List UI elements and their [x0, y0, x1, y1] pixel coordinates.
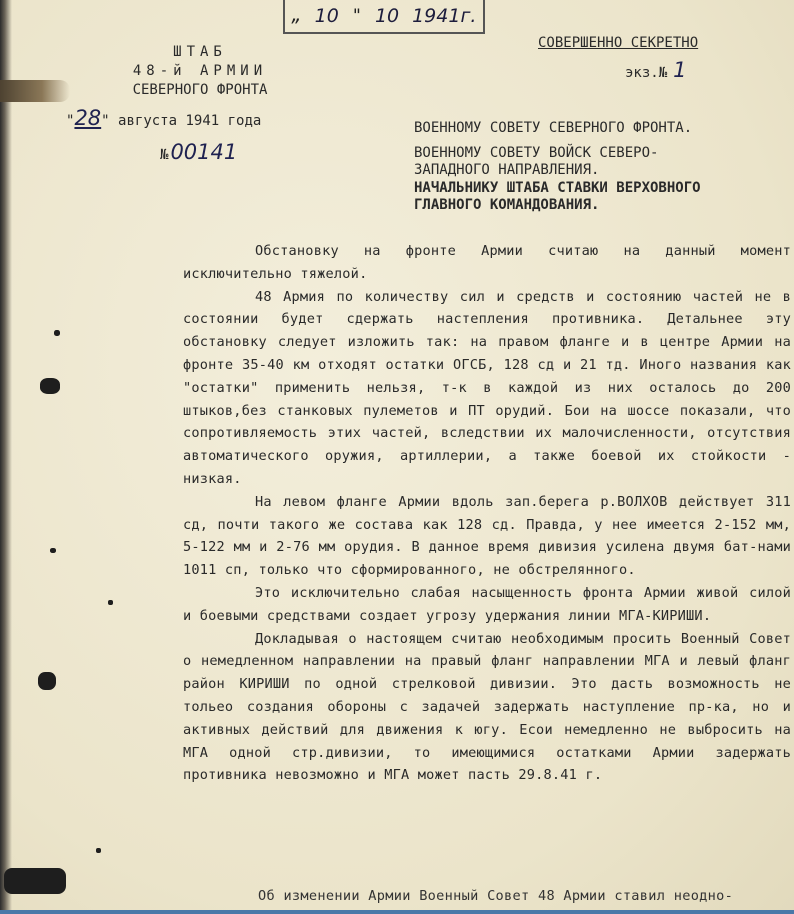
copy-number	[625, 58, 687, 82]
document-date: "28" августа 1941 года	[66, 106, 262, 130]
paragraph-5: Докладывая о настоящем считаю необходимым просить Военный Совет о немедленном направлении на правый фланг направлении МГА и левый фланг район КИРИШИ по одной стрелковой дивизии. Это дасть возможность не тольео создания обороны с задачей задержать наступление пр-ка, но и активных действий для движения к югу. Есои немедленно не выбросить на МГА одной стр.дивизии, то имеющимися остатками Армии задержать противника невозможно и МГА может пасть 29.8.41 г.	[183, 630, 791, 784]
addressee-2: ВОЕННОМУ СОВЕТУ ВОЙСК СЕВЕРО- ЗАПАДНОГО НАПРАВЛЕНИЯ.	[414, 145, 659, 178]
ink-speck	[50, 548, 56, 553]
paragraph-4: Это исключительно слабая насыщенность фронта Армии живой силой и боевыми средствами создает угрозу удержания линии МГА-КИРИШИ.	[183, 584, 791, 624]
viewer-bottom-bar	[0, 910, 794, 914]
addressee-3: НАЧАЛЬНИКУ ШТАБА СТАВКИ ВЕРХОВНОГО ГЛАВНОГО КОМАНДОВАНИЯ.	[414, 180, 701, 213]
page-edge-shadow	[0, 0, 12, 914]
ink-speck	[108, 600, 113, 605]
ink-speck	[54, 330, 60, 336]
punch-hole	[4, 868, 66, 894]
addressee-1: ВОЕННОМУ СОВЕТУ СЕВЕРНОГО ФРОНТА.	[414, 120, 693, 136]
paragraph-3: На левом фланге Армии вдоль зап.берега р.ВОЛХОВ действует 311 сд, почти такого же состава как 128 сд. Правда, у нее имеется 2-152 мм, 5-122 мм и 2-76 мм орудия. В данное время дивизия усилена двумя бат-нами 1011 сп, только что сформированного, не обстрелянного.	[183, 493, 791, 579]
stamp-month: 10	[374, 5, 400, 27]
document-number-value: 00141	[170, 140, 238, 164]
document-number-label: №	[160, 147, 169, 163]
ink-speck	[96, 848, 101, 853]
paragraph-2: 48 Армия по количеству сил и средств и состоянию частей не в состоянии будет сдержать настепления противника. Детальнее эту обстановку следует изложить так: на правом фланге и в центре Армии на фронте 35-40 км отходят остатки ОГСБ, 128 сд и 21 тд. Иного названия как "остатки" применить нельзя, т-к в каждой из них осталось до 200 штыков,без станковых пулеметов и ПТ орудий. Бои на шоссе показали, что сопротивляемость этих частей, вследствии их малочисленности, отсутствия автоматического оружия, артиллерии, а также боевой их стойкости - низкая.	[183, 288, 791, 487]
copy-number-value: 1	[673, 58, 687, 82]
copy-label: экз.№	[625, 65, 668, 81]
punch-hole	[40, 378, 60, 394]
stamp-day: 10	[314, 5, 339, 27]
paragraph-6-partial: Об изменении Армии Военный Совет 48 Армии ставил неодно-	[258, 888, 734, 904]
punch-hole	[38, 672, 56, 690]
binding-mark	[0, 80, 70, 102]
document-number	[160, 140, 237, 164]
hq-line-3: СЕВЕРНОГО ФРОНТА	[132, 82, 268, 98]
classification-label: СОВЕРШЕННО СЕКРЕТНО	[538, 35, 699, 51]
document-date-rest: августа 1941 года	[118, 113, 262, 129]
document-date-day: 28	[74, 106, 102, 130]
hq-line-1: ШТАБ	[173, 44, 227, 60]
hq-block	[100, 43, 300, 100]
hq-line-2: 48-й АРМИИ	[132, 63, 268, 79]
archive-date-stamp: „ 10 " 10 1941г.	[283, 0, 485, 34]
stamp-year: 1941г.	[412, 5, 477, 27]
letter-body	[183, 240, 791, 787]
paragraph-1: Обстановку на фронте Армии считаю на данный момент исключительно тяжелой.	[183, 243, 791, 282]
